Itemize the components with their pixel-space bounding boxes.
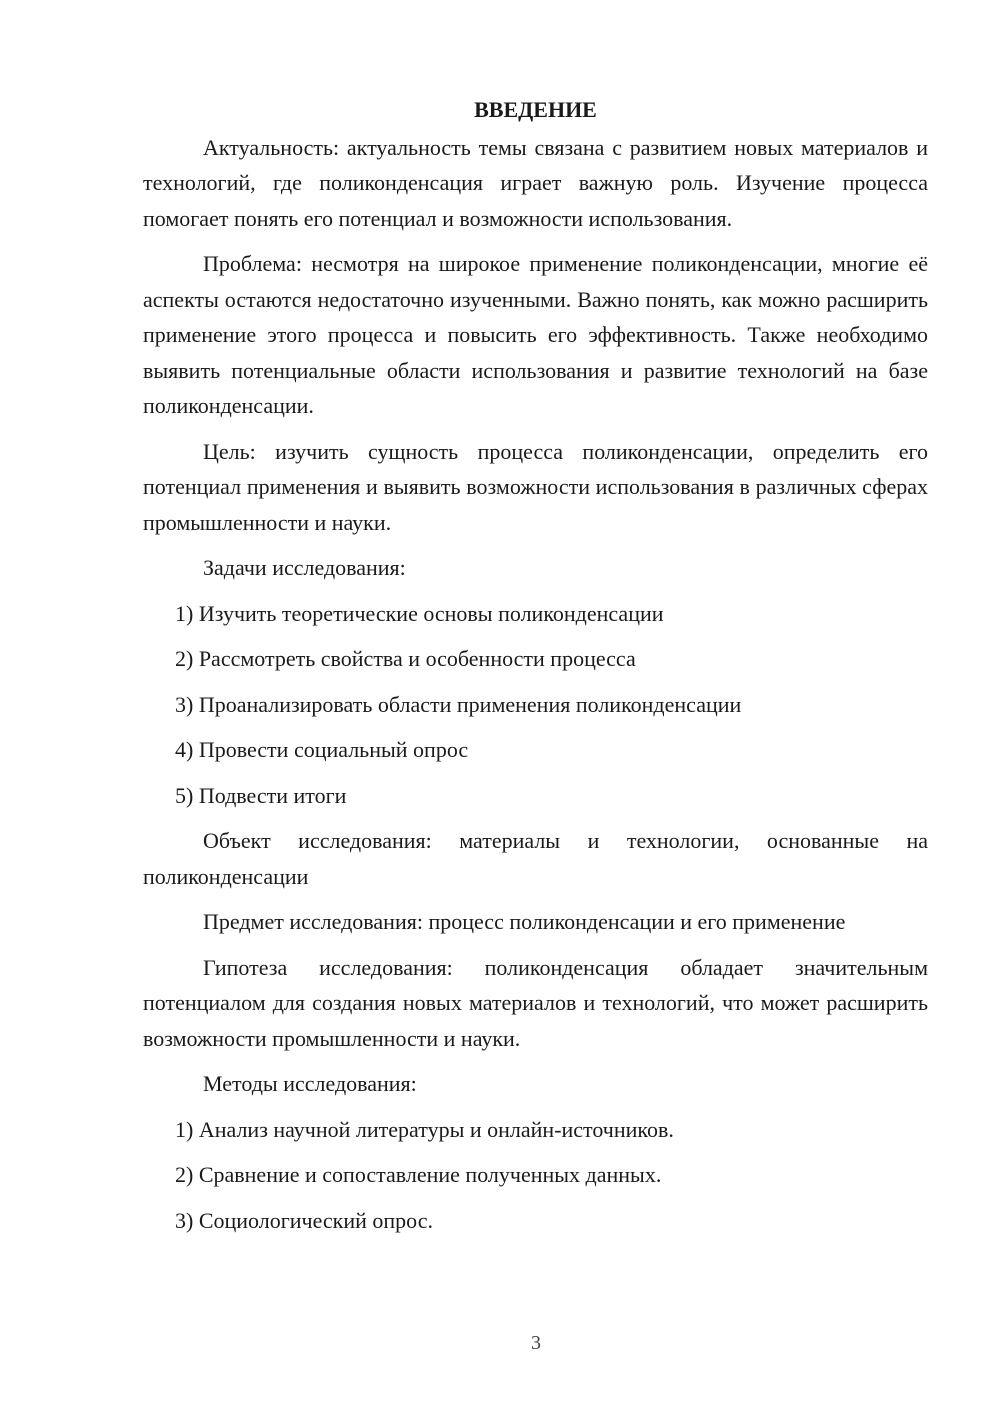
task-item-2: 2) Рассмотреть свойства и особенности процесса [175, 646, 636, 671]
paragraph-object: Объект исследования: материалы и технологии, основанные на поликонденсации [143, 828, 928, 889]
section-title: ВВЕДЕНИЕ [474, 97, 597, 122]
page-content [143, 92, 928, 1248]
task-item-3: 3) Проанализировать области применения поликонденсации [175, 691, 742, 717]
paragraph-problem: Проблема: несмотря на широкое применение поликонденсации, многие её аспекты остаются недостаточно изученными. Важно понять, как можно расширить применение этого процесса и повысить его эффективность. Также необходимо выявить потенциальные области использования и развитие технологий на базе поликонденсации. [143, 251, 928, 418]
paragraph-subject: Предмет исследования: процесс поликонденсации и его применение [203, 909, 846, 934]
task-item-4: 4) Провести социальный опрос [175, 737, 469, 762]
methods-heading: Методы исследования: [203, 1071, 417, 1096]
paragraph-goal: Цель: изучить сущность процесса поликонденсации, определить его потенциал применения и выявить возможности использования в различных сферах промышленности и науки. [143, 438, 928, 535]
paragraph-relevance: Актуальность: актуальность темы связана с развитием новых материалов и технологий, где поликонденсация играет важную роль. Изучение процесса помогает понять его потенциал и возможности использования. [143, 134, 928, 231]
task-item-5: 5) Подвести итоги [175, 782, 347, 808]
page-number: 3 [531, 1332, 541, 1354]
task-item-1: 1) Изучить теоретические основы поликонденсации [175, 600, 664, 626]
method-item-3: 3) Социологический опрос. [175, 1207, 433, 1233]
paragraph-hypothesis: Гипотеза исследования: поликонденсация обладает значительным потенциалом для создания новых материалов и технологий, что может расширить возможности промышленности и науки. [143, 954, 928, 1051]
method-item-1: 1) Анализ научной литературы и онлайн-источников. [175, 1116, 674, 1142]
method-item-2: 2) Сравнение и сопоставление полученных данных. [175, 1162, 662, 1187]
tasks-heading: Задачи исследования: [203, 555, 406, 580]
